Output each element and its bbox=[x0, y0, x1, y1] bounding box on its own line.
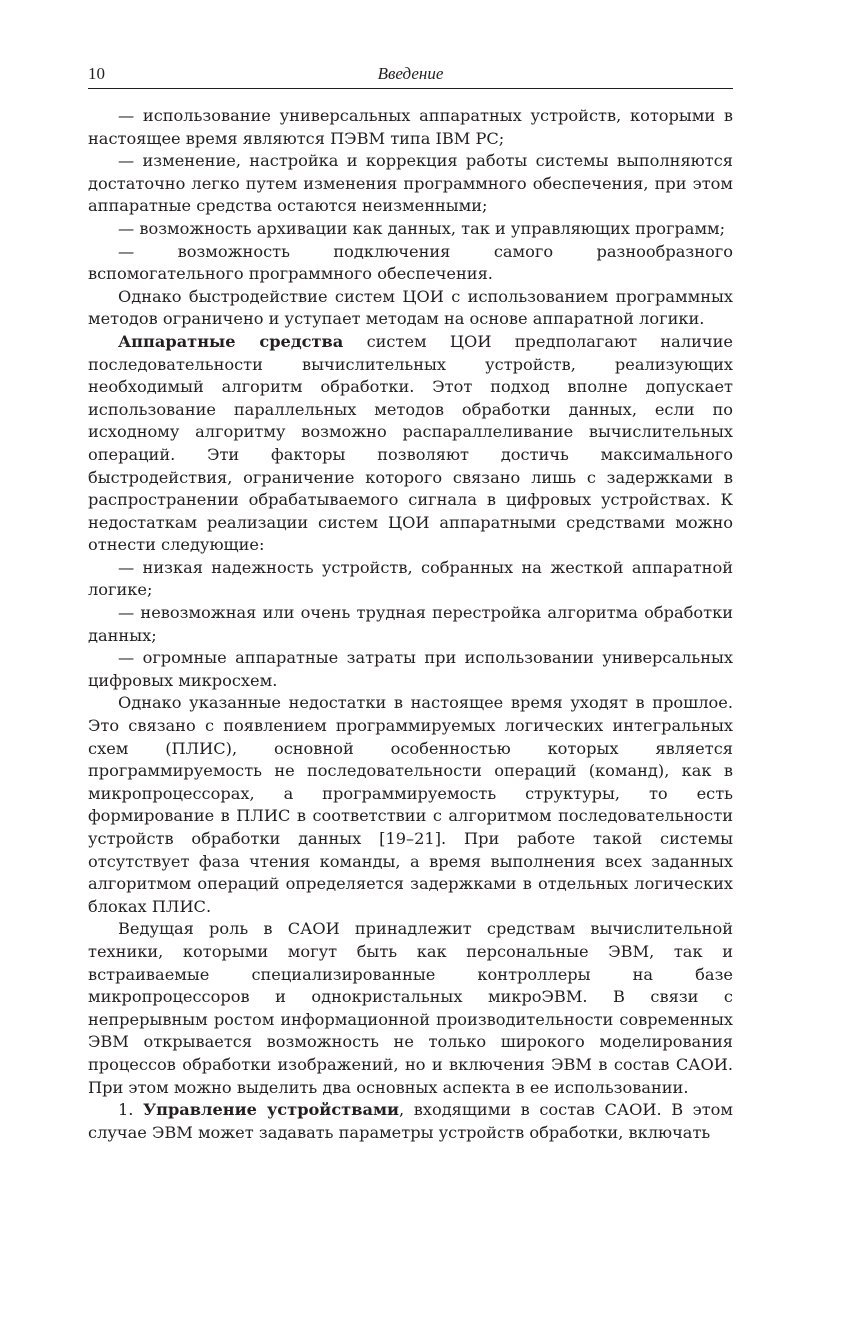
paragraph: Однако быстродействие систем ЦОИ с использованием программных методов ограничено и уступает методам на основе аппаратной логики. bbox=[88, 286, 733, 329]
paragraph: Однако указанные недостатки в настоящее время уходят в прошлое. Это связано с появлением программируемых логических интегральных схем (ПЛИС), основной особенностью которых является программируемость не последовательности операций (команд), как в микропроцессорах, а программируемость структуры, то есть формирование в ПЛИС в соответствии с алгоритмом последовательности устройств обработки данных [19–21]. При работе такой системы отсутствует фаза чтения команды, а время выполнения всех заданных алгоритмом операций определяется задержками в отдельных логических блоках ПЛИС. bbox=[88, 693, 733, 916]
running-header bbox=[88, 62, 733, 89]
paragraph: Ведущая роль в САОИ принадлежит средствам вычислительной техники, которыми могут быть как персональные ЭВМ, так и встраиваемые специализированные контроллеры на базе микропроцессоров и однокристальных микроЭВМ. В связи с непрерывным ростом информационной производительности современных ЭВМ открывается возможность не только широкого моделирования процессов обработки изображений, но и включения ЭВМ в состав САОИ. При этом можно выделить два основных аспекта в ее использовании. bbox=[88, 919, 733, 1097]
page-number: 10 bbox=[88, 64, 105, 83]
list-item: — низкая надежность устройств, собранных на жесткой аппаратной логике; bbox=[88, 557, 733, 600]
body-text bbox=[88, 105, 733, 1144]
list-item: — возможность подключения самого разнообразного вспомогательного программного обеспечения. bbox=[88, 241, 733, 284]
bold-term: Управление устройствами bbox=[143, 1100, 400, 1120]
list-item: — изменение, настройка и коррекция работы системы выполняются достаточно легко путем изменения программного обеспечения, при этом аппаратные средства остаются неизменными; bbox=[88, 151, 733, 216]
bold-term: Аппаратные средства bbox=[118, 331, 344, 351]
list-item: — невозможная или очень трудная перестройка алгоритма обработки данных; bbox=[88, 603, 733, 645]
list-item: — возможность архивации как данных, так и управляющих программ; bbox=[118, 218, 726, 238]
list-item: — огромные аппаратные затраты при использовании универсальных цифровых микросхем. bbox=[88, 648, 733, 690]
running-title: Введение bbox=[377, 64, 444, 83]
list-item: — использование универсальных аппаратных устройств, которыми в настоящее время являются ПЭВМ типа IBM PC; bbox=[88, 106, 733, 148]
paragraph: 1. Управление устройствами, входящими в состав САОИ. В этом случае ЭВМ может задавать параметры устройств обработки, включать bbox=[88, 1100, 733, 1142]
paragraph: Аппаратные средства систем ЦОИ предполагают наличие последовательности вычислительных устройств, реализующих необходимый алгоритм обработки. Этот подход вполне допускает использование параллельных методов обработки данных, если по исходному алгоритму возможно распараллеливание вычислительных операций. Эти факторы позволяют достичь максимального быстродействия, ограничение которого связано лишь с задержками в распространении обрабатываемого сигнала в цифровых устройствах. К недостаткам реализации систем ЦОИ аппаратными средствами можно отнести следующие: bbox=[88, 331, 733, 555]
